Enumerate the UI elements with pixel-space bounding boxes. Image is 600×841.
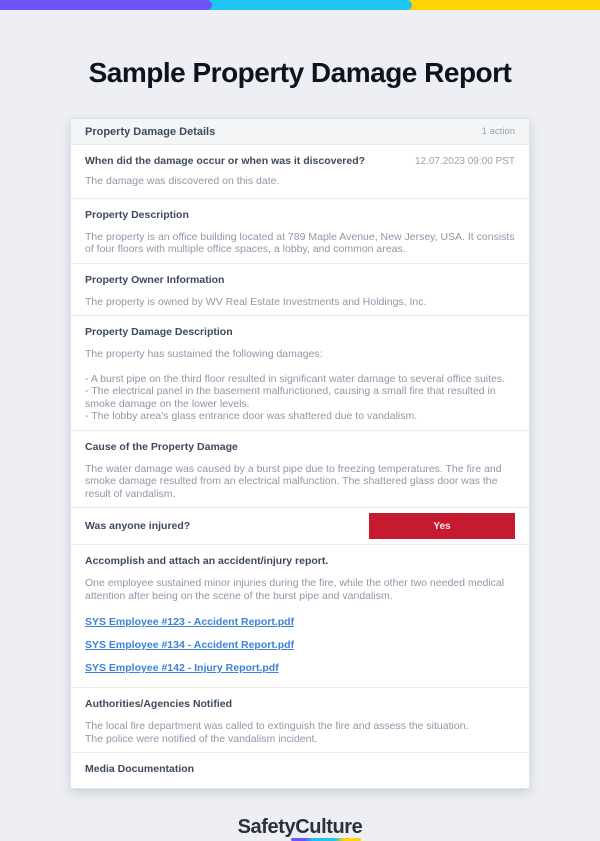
- injury-question-row: [71, 508, 529, 545]
- answer-badge-yes: Yes: [369, 513, 515, 539]
- section-title: Property Owner Information: [85, 273, 225, 286]
- section-title: Media Documentation: [85, 763, 195, 775]
- attachment-link-pdf[interactable]: SYS Employee #123 - Accident Report.pdf: [85, 616, 295, 628]
- damage-item: - The electrical panel in the basement malfunctioned, causing a small fire that resulted in smoke damage on the lower levels.: [85, 385, 496, 410]
- section-property-description: [71, 199, 529, 264]
- injury-question-label: Was anyone injured?: [85, 520, 191, 532]
- section-body: One employee sustained minor injuries during the fire, while the other two needed medical attention after being on the scene of the burst pipe and vandalism.: [85, 577, 505, 602]
- safetyculture-logo: [238, 816, 363, 839]
- section-body: The water damage was caused by a burst pipe due to freezing temperatures. The fire and smoke damage resulted from an electrical malfunction. The shattered glass door was the result of vandalism.: [85, 462, 502, 500]
- section-title: Cause of the Property Damage: [85, 440, 238, 453]
- section-owner-information: [71, 264, 529, 317]
- date-question-value: 12.07.2023 09:00 PST: [414, 156, 515, 167]
- attachment-link-pdf[interactable]: SYS Employee #142 - Injury Report.pdf: [85, 662, 279, 674]
- section-title: Property Damage Description: [85, 326, 233, 338]
- page-title: Sample Property Damage Report: [88, 57, 512, 88]
- date-question-block: [71, 145, 529, 199]
- date-question-note: The damage was discovered on this date.: [85, 175, 280, 187]
- safetyculture-logo-text: SafetyCulture: [237, 816, 363, 838]
- damage-item: - The lobby area's glass entrance door was shattered due to vandalism.: [85, 410, 418, 422]
- attachment-link-pdf[interactable]: SYS Employee #134 - Accident Report.pdf: [85, 639, 295, 651]
- action-count-badge: 1 action: [481, 126, 515, 137]
- brand-color-bar: [0, 0, 600, 10]
- attachment-list: [85, 616, 515, 674]
- section-title: Authorities/Agencies Notified: [85, 698, 233, 710]
- section-authorities-notified: [71, 688, 529, 753]
- section-damage-description: [71, 316, 529, 431]
- section-body: The property is owned by WV Real Estate Investments and Holdings, Inc.: [85, 295, 427, 308]
- spacer: [85, 361, 515, 373]
- report-header: [71, 119, 529, 145]
- damage-intro: The property has sustained the following damages:: [85, 348, 323, 360]
- section-media-documentation: [71, 753, 529, 788]
- section-title: Accomplish and attach an accident/injury report.: [85, 555, 329, 567]
- report-header-title: Property Damage Details: [85, 125, 216, 138]
- section-body: The property is an office building located at 789 Maple Avenue, New Jersey, USA. It consists of four floors with multiple office spaces, a lobby, and common areas.: [85, 230, 515, 255]
- brand-bar-purple-segment: [0, 0, 212, 10]
- page-footer: [0, 816, 600, 839]
- section-body-line: The police were notified of the vandalism incident.: [85, 732, 318, 745]
- section-title: Property Description: [85, 208, 189, 221]
- section-cause-of-damage: [71, 431, 529, 509]
- section-body-line: The local fire department was called to extinguish the fire and assess the situation.: [85, 720, 469, 732]
- section-accident-report: [71, 545, 529, 688]
- damage-item: - A burst pipe on the third floor resulted in significant water damage to several office suites.: [85, 372, 506, 385]
- date-question-label: When did the damage occur or when was it discovered?: [85, 155, 366, 167]
- report-card: [70, 118, 530, 789]
